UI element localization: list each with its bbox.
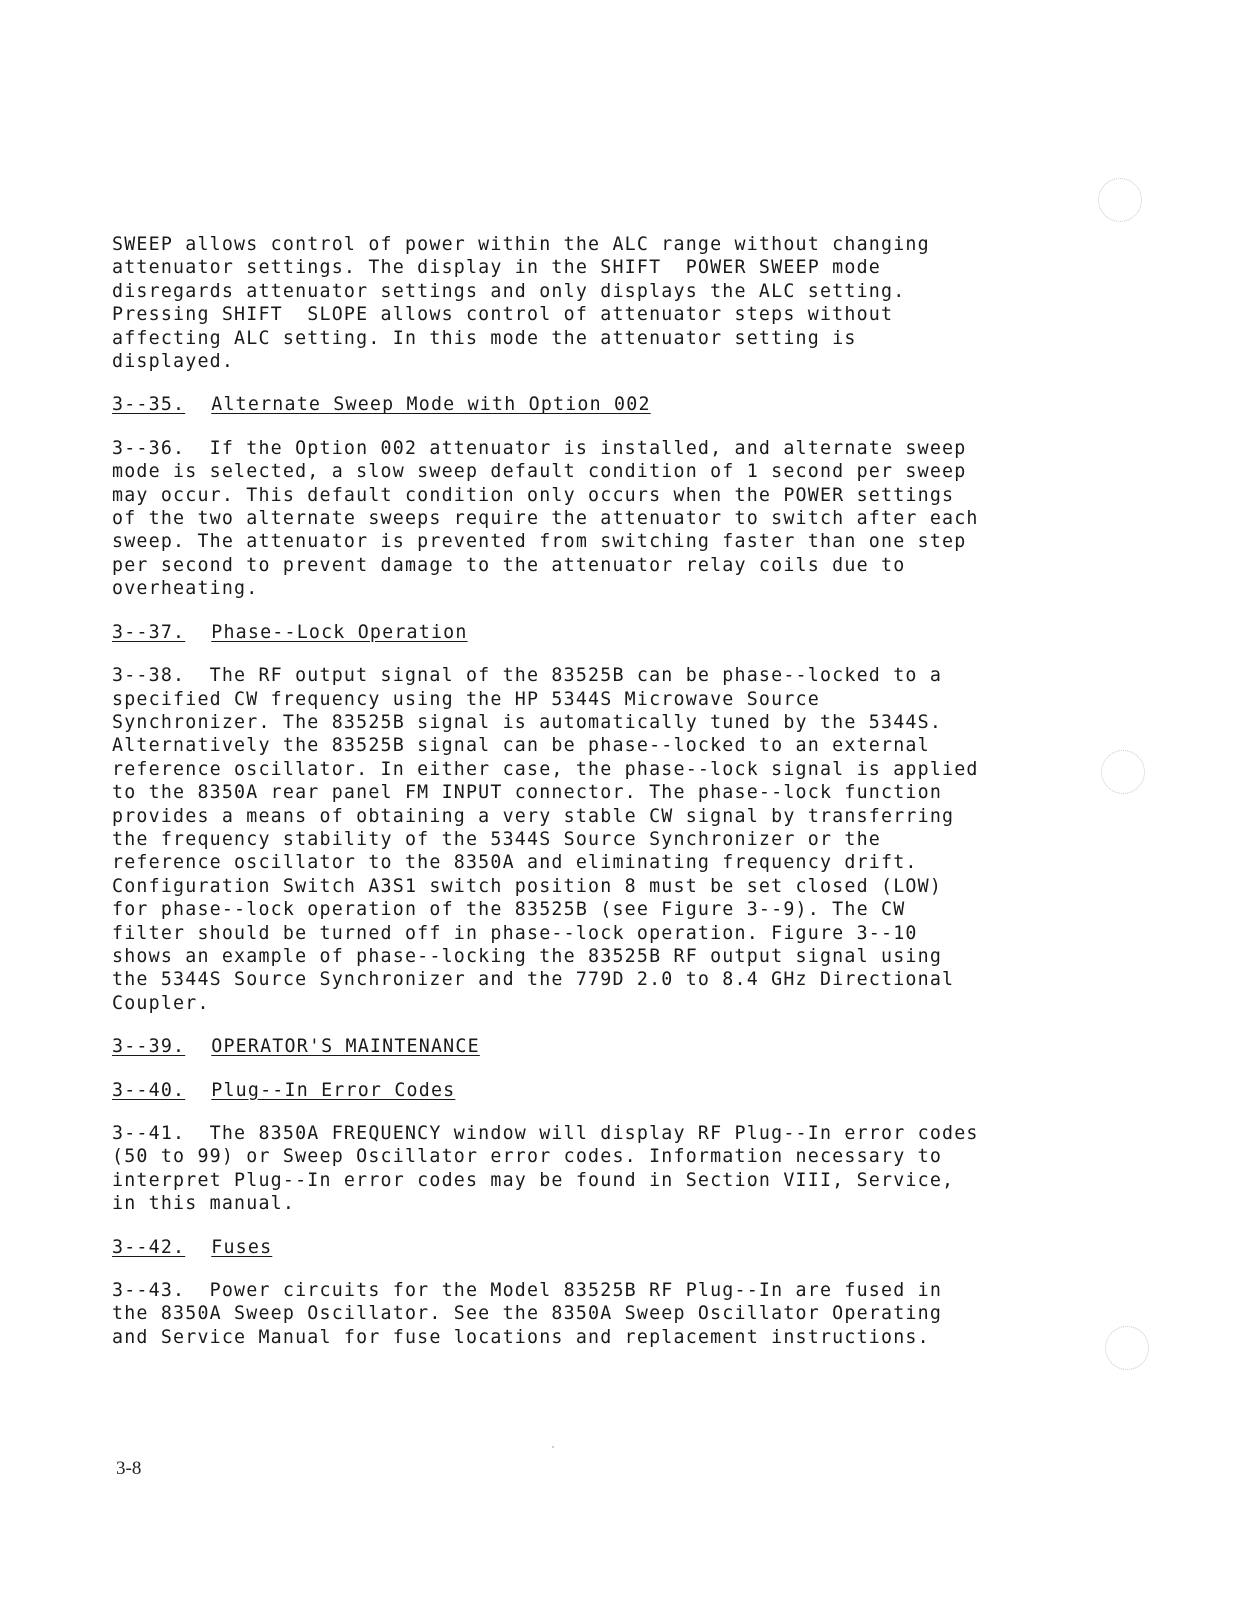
section-number: 3--37. [112, 621, 186, 643]
section-title: Alternate Sweep Mode with Option 002 [211, 394, 651, 416]
text-line: reference oscillator. In either case, the phase--lock signal is applied [112, 758, 979, 780]
text-line: SWEEP allows control of power within the ALC range without changing [112, 234, 930, 255]
section-number: 3--40. [112, 1079, 186, 1101]
section-heading [112, 1236, 1102, 1259]
section-heading [112, 393, 1102, 416]
text-line: Configuration Switch A3S1 switch position 8 must be set closed (LOW) [112, 875, 943, 897]
text-line: Alternatively the 83525B signal can be phase--locked to an external [112, 735, 930, 757]
section-heading [112, 1079, 1102, 1102]
punch-hole-mark [1105, 1326, 1149, 1370]
text-line: provides a means of obtaining a very stable CW signal by transferring [112, 805, 955, 827]
text-line: sweep. The attenuator is prevented from switching faster than one step [112, 531, 967, 553]
section-number: 3--39. [112, 1036, 186, 1058]
text-line: Synchronizer. The 83525B signal is automatically tuned by the 5344S. [112, 711, 943, 733]
text-line: overheating. [112, 578, 259, 600]
text-line: 3--38. The RF output signal of the 83525B can be phase--locked to a [112, 665, 943, 687]
text-line: to the 8350A rear panel FM INPUT connector. The phase--lock function [112, 782, 943, 804]
text-line: specified CW frequency using the HP 5344S Microwave Source [112, 688, 820, 710]
text-line: for phase--lock operation of the 83525B (see Figure 3--9). The CW [112, 899, 906, 921]
text-line: may occur. This default condition only occurs when the POWER settings [112, 484, 955, 506]
section-heading [112, 1035, 1102, 1058]
section-title: Phase--Lock Operation [211, 621, 468, 643]
text-line: in this manual. [112, 1193, 296, 1215]
text-line: reference oscillator to the 8350A and eliminating frequency drift. [112, 852, 918, 874]
body-paragraph [112, 1279, 1102, 1349]
section-title: Plug--In Error Codes [211, 1079, 456, 1101]
text-line: Coupler. [112, 992, 210, 1014]
text-line: (50 to 99) or Sweep Oscillator error codes. Information necessary to [112, 1146, 943, 1168]
text-line: shows an example of phase--locking the 83525B RF output signal using [112, 945, 943, 967]
text-line: the 8350A Sweep Oscillator. See the 8350A Sweep Oscillator Operating [112, 1303, 943, 1325]
punch-hole-mark [1101, 750, 1145, 794]
punch-hole-mark [1098, 178, 1142, 222]
text-line: 3--36. If the Option 002 attenuator is installed, and alternate sweep [112, 437, 967, 459]
text-line: Pressing SHIFT SLOPE allows control of attenuator steps without [112, 304, 894, 326]
text-line: and Service Manual for fuse locations and replacement instructions. [112, 1326, 930, 1348]
text-line: the 5344S Source Synchronizer and the 779D 2.0 to 8.4 GHz Directional [112, 969, 955, 991]
text-line: 3--43. Power circuits for the Model 83525B RF Plug--In are fused in [112, 1280, 943, 1302]
scan-speck [552, 1446, 554, 1448]
text-line: displayed. [112, 351, 235, 373]
text-line: attenuator settings. The display in the SHIFT POWER SWEEP mode [112, 257, 881, 279]
body-paragraph [112, 437, 1102, 601]
body-paragraph [112, 664, 1102, 1015]
text-line: of the two alternate sweeps require the attenuator to switch after each [112, 508, 979, 530]
text-line: per second to prevent damage to the attenuator relay coils due to [112, 554, 906, 576]
section-number: 3--42. [112, 1236, 186, 1258]
section-title: Fuses [211, 1236, 273, 1258]
text-line: filter should be turned off in phase--lock operation. Figure 3--10 [112, 922, 918, 944]
section-heading [112, 621, 1102, 644]
section-number: 3--35. [112, 394, 186, 416]
body-paragraph [112, 1122, 1102, 1216]
body-paragraph [112, 233, 1102, 373]
text-line: 3--41. The 8350A FREQUENCY window will display RF Plug--In error codes [112, 1123, 979, 1144]
text-line: mode is selected, a slow sweep default condition of 1 second per sweep [112, 461, 967, 483]
document-body [112, 233, 1102, 1369]
text-line: disregards attenuator settings and only displays the ALC setting. [112, 280, 906, 302]
text-line: interpret Plug--In error codes may be found in Section VIII, Service, [112, 1169, 955, 1191]
text-line: the frequency stability of the 5344S Source Synchronizer or the [112, 828, 881, 850]
section-title: OPERATOR'S MAINTENANCE [211, 1036, 480, 1058]
text-line: affecting ALC setting. In this mode the attenuator setting is [112, 327, 857, 349]
page-number: 3-8 [116, 1458, 142, 1479]
